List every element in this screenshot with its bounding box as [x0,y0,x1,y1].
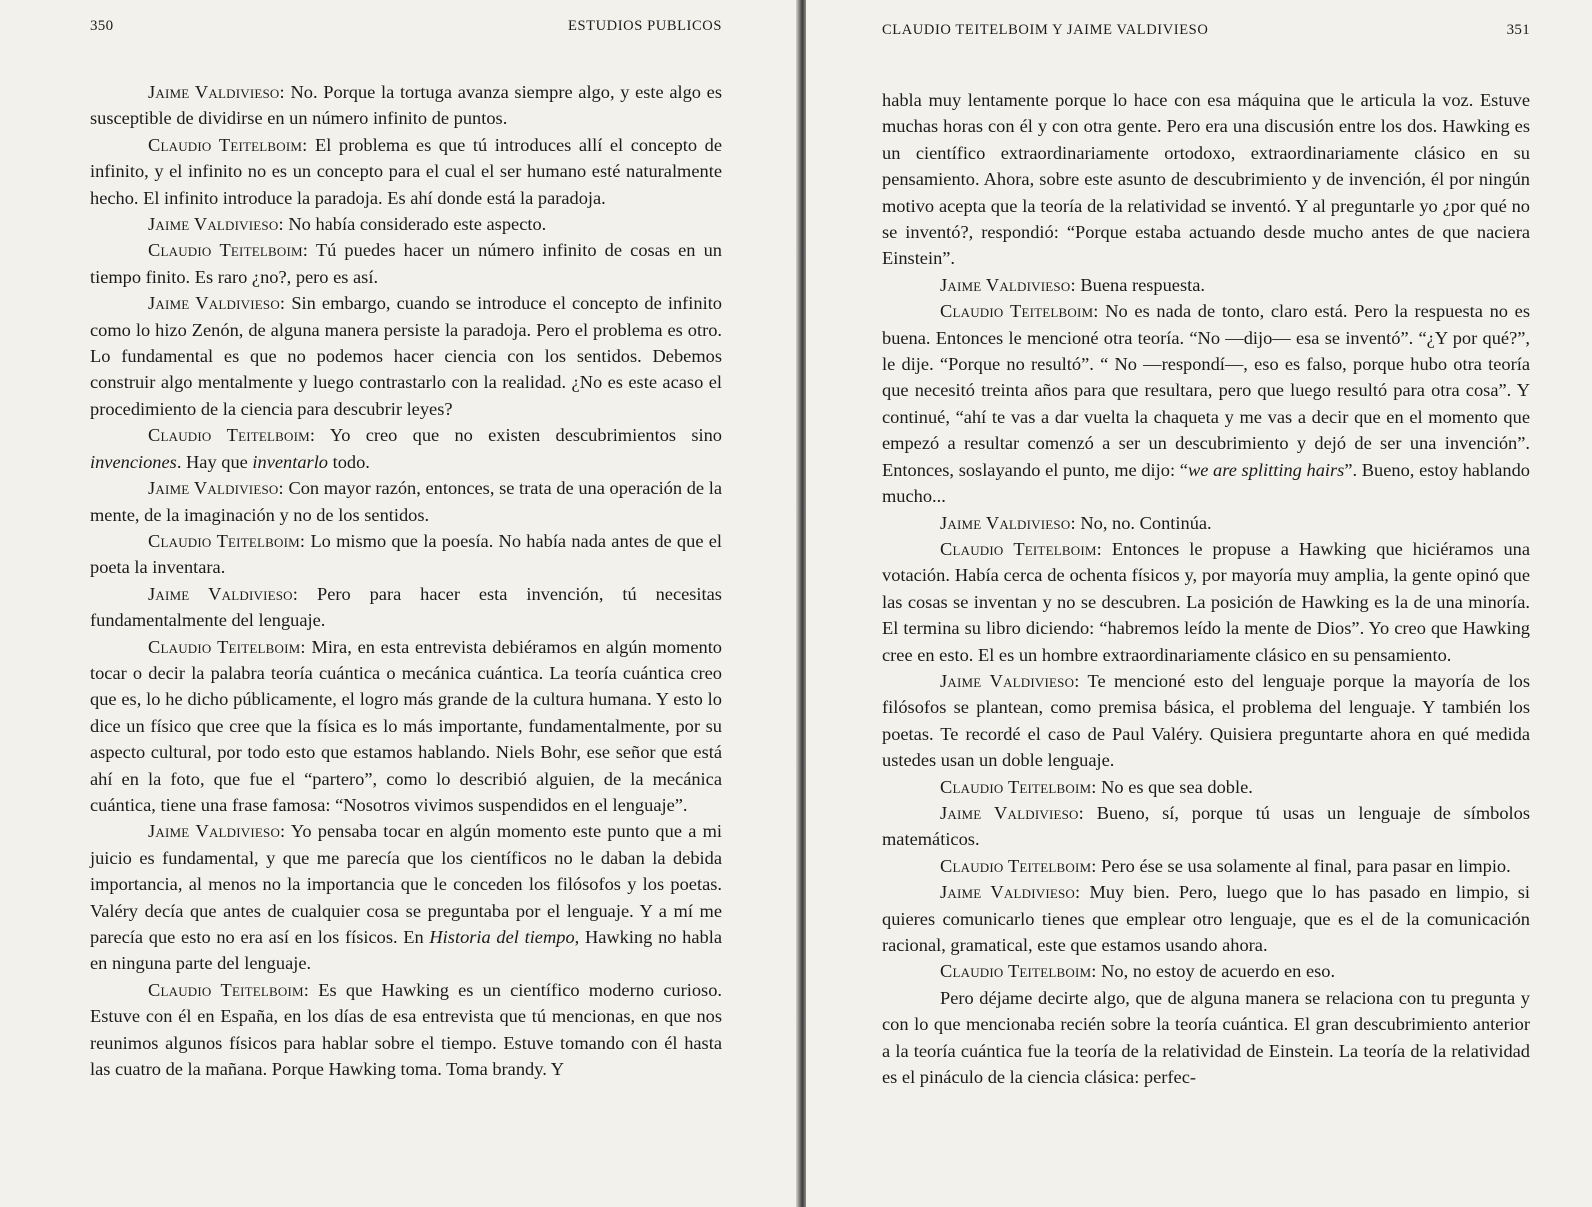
dialogue-paragraph [90,422,722,475]
left-page-body [90,79,722,1082]
speaker-name: Claudio Teitelboim: [148,979,310,1000]
paragraph-text: Pero para hacer esta invención, tú necesitas fundamentalmente del lenguaje. [90,583,722,631]
dialogue-paragraph [882,985,1530,1091]
dialogue-paragraph [882,87,1530,272]
speaker-name: Jaime Valdivieso: [940,882,1081,903]
dialogue-paragraph [882,272,1530,298]
dialogue-paragraph [882,800,1530,853]
paragraph-text: Pero déjame decirte algo, que de alguna manera se relaciona con tu pregunta y con lo que mencionaba recién sobre la teoría cuántica. El gran descubrimiento anterior a la teoría cuántica fue la teoría de la relatividad de Einstein. La teoría de la relatividad es el pináculo de la ciencia clásica: perfec- [882,987,1530,1088]
speaker-name: Claudio Teitelboim: [940,855,1097,876]
paragraph-text: Con mayor razón, entonces, se trata de una operación de la mente, de la imaginación y no de los sentidos. [90,478,722,525]
paragraph-text: habla muy lentamente porque lo hace con esa máquina que le articula la voz. Estuve muchas horas con él y con otra gente. Pero era una discusión entre los dos. Hawking es un científico extraordinariamente ortodoxo, extraordinariamente clásico en su pensamiento. Ahora, sobre este asunto de descubrimiento y de invención, él por ningún motivo acepta que la teoría de la relatividad se inventó. Y al preguntarle yo ¿por qué no se inventó?, respondió: “Porque estaba actuando desde mucho antes de que naciera Einstein”. [882,90,1530,269]
speaker-name: Jaime Valdivieso: [940,802,1084,823]
paragraph-text: Yo pensaba tocar en algún momento este punto que a mi juicio es fundamental, y que me parecía que los científicos no le daban la debida importancia, al menos no la importancia que le conceden los filósofos y los poetas. Valéry decía que antes de cualquier cosa se preguntaba por el lenguaje. Y a mí me parecía que esto no era así en los físicos. En [90,821,722,947]
dialogue-paragraph [882,668,1530,774]
speaker-name: Claudio Teitelboim: [940,961,1097,982]
dialogue-paragraph [90,818,722,976]
running-head-right [882,22,1530,39]
paragraph-text: Muy bien. Pero, luego que lo has pasado en limpio, si quieres comunicarlo tienes que emplear otro lenguaje, que es el de la comunicación racional, gramatical, este que estamos usando ahora. [882,882,1530,955]
paragraph-text: No es nada de tonto, claro está. Pero la respuesta no es buena. Entonces le mencioné otra teoría. “No —dijo— esa se inventó”. “¿Y por qué?”, le dije. “Porque no resultó”. “ No —respondí—, eso es falso, porque hubo otra teoría que necesitó treinta años para que resultara, pero que luego resultó para otra cosa”. Y continué, “ahí te vas a dar vuelta la chaqueta y me vas a decir que en el momento que empezó a resultar comenzó a ser un descubrimiento y dejó de ser una invención”. Entonces, soslayando el punto, me dijo: “ [882,301,1530,480]
dialogue-paragraph [90,581,722,634]
dialogue-paragraph [90,211,722,237]
page-number-right: 351 [1506,22,1530,38]
speaker-name: Claudio Teitelboim: [940,538,1102,559]
speaker-name: Jaime Valdivieso: [940,670,1080,691]
speaker-name: Jaime Valdivieso: [148,82,285,102]
paragraph-text: Tú puedes hacer un número infinito de cosas en un tiempo finito. Es raro ¿no?, pero es así. [90,240,722,287]
dialogue-paragraph [90,634,722,819]
paragraph-text: El problema es que tú introduces allí el concepto de infinito, y el infinito no es un concepto para el cual el ser humano esté naturalmente hecho. El infinito introduce la paradoja. Es ahí donde está la paradoja. [90,134,722,208]
dialogue-paragraph [882,298,1530,509]
paragraph-text: No. Porque la tortuga avanza siempre algo, y este algo es susceptible de dividirse en un número infinito de puntos. [90,82,722,129]
speaker-name: Jaime Valdivieso: [148,478,284,499]
dialogue-paragraph [882,774,1530,800]
paragraph-text: Lo mismo que la poesía. No había nada antes de que el poeta la inventara. [90,530,722,578]
paragraph-text: . Hay que [176,451,253,472]
paragraph-text: No, no estoy de acuerdo en eso. [1101,961,1336,982]
paragraph-text: No es que sea doble. [1101,776,1253,797]
paragraph-text: Buena respuesta. [1080,274,1205,295]
paragraph-text: todo. [328,451,370,472]
speaker-name: Claudio Teitelboim: [148,134,308,155]
paragraph-text: Te mencioné esto del lenguaje porque la mayoría de los filósofos se plantean, como premisa básica, el problema del lenguaje. Y también los poetas. Te recordé el caso de Paul Valéry. Quisiera preguntarte ahora en qué medida ustedes usan un doble lenguaje. [882,670,1530,771]
speaker-name: Claudio Teitelboim: [940,301,1099,322]
dialogue-paragraph [90,132,722,211]
dialogue-paragraph [882,958,1530,984]
speaker-name: Claudio Teitelboim: [940,776,1097,797]
speaker-name: Jaime Valdivieso: [148,583,299,604]
dialogue-paragraph [882,879,1530,958]
italic-text: inventarlo [252,451,328,472]
right-page [806,0,1592,1207]
paragraph-text: No, no. Continúa. [1080,512,1212,533]
paragraph-text: Es que Hawking es un científico moderno curioso. Estuve con él en España, en los días de esa entrevista que tú mencionas, en que nos reunimos algunos físicos para hablar sobre el tiempo. Estuve tomando con él hasta las cuatro de la mañana. Porque Hawking toma. Toma brandy. Y [90,979,723,1080]
speaker-name: Claudio Teitelboim: [148,240,309,261]
speaker-name: Jaime Valdivieso: [148,293,286,314]
paragraph-text: Entonces le propuse a Hawking que hiciéramos una votación. Había cerca de ochenta físicos y, por mayoría muy amplia, la gente opinó que las cosas se inventan y no se descubren. La posición de Hawking es la de una minoría. El termina su libro diciendo: “habremos leído la mente de Dios”. Yo creo que Hawking cree en esto. El es un hombre extraordinariamente clásico en su pensamiento. [882,538,1530,665]
dialogue-paragraph [90,237,722,290]
running-head-left [90,18,722,35]
speaker-name: Claudio Teitelboim: [148,530,306,551]
dialogue-paragraph [882,536,1530,668]
italic-text: we are splitting hairs [1187,459,1345,480]
speaker-name: Jaime Valdivieso: [148,214,284,235]
paragraph-text: ”. Bueno, estoy hablando mucho... [882,459,1530,507]
paragraph-text: Sin embargo, cuando se introduce el concepto de infinito como lo hizo Zenón, de alguna manera persiste la paradoja. Pero el problema es otro. Lo fundamental es que no podemos hacer ciencia con los sentidos. Debemos construir algo mentalmente y luego contrastarlo con la realidad. ¿No es este acaso el procedimiento de la ciencia para descubrir leyes? [90,293,723,419]
page-number-left: 350 [90,18,114,34]
italic-text: Historia del tiempo [429,927,575,947]
dialogue-paragraph [90,528,722,581]
speaker-name: Jaime Valdivieso: [940,274,1076,295]
italic-text: invenciones [90,451,177,472]
paragraph-text: No había considerado este aspecto. [288,214,547,235]
speaker-name: Jaime Valdivieso: [940,512,1076,533]
dialogue-paragraph [882,510,1530,536]
running-title-left: ESTUDIOS PUBLICOS [567,18,722,34]
paragraph-text: Mira, en esta entrevista debiéramos en algún momento tocar o decir la palabra teoría cuántica o mecánica cuántica. La teoría cuántica creo que es, lo he dicho públicamente, el logro más grande de la cultura humana. Y esto lo dice un físico que cree que la física es lo más importante, fundamentalmente, por su aspecto cultural, por todo esto que estamos hablando. Niels Bohr, ese señor que está ahí en la foto, que fue el “partero”, como lo describió alguien, de la mecánica cuántica, tiene una frase famosa: “Nosotros vivimos suspendidos en el lenguaje”. [90,636,722,815]
right-page-body [882,87,1530,1090]
paragraph-text: Bueno, sí, porque tú usas un lenguaje de símbolos matemáticos. [882,802,1530,850]
speaker-name: Claudio Teitelboim: [148,636,306,657]
speaker-name: Jaime Valdivieso: [148,821,286,842]
speaker-name: Claudio Teitelboim: [148,425,316,446]
dialogue-paragraph [882,853,1530,879]
running-title-right: CLAUDIO TEITELBOIM Y JAIME VALDIVIESO [882,22,1209,38]
dialogue-paragraph [90,290,722,422]
paragraph-text: Yo creo que no existen descubrimientos sino [329,425,722,446]
paragraph-text: , Hawking no habla en ninguna parte del lenguaje. [90,927,722,974]
paragraph-text: Pero ése se usa solamente al final, para pasar en limpio. [1101,855,1511,876]
dialogue-paragraph [90,977,722,1083]
dialogue-paragraph [90,79,722,132]
dialogue-paragraph [90,475,722,528]
